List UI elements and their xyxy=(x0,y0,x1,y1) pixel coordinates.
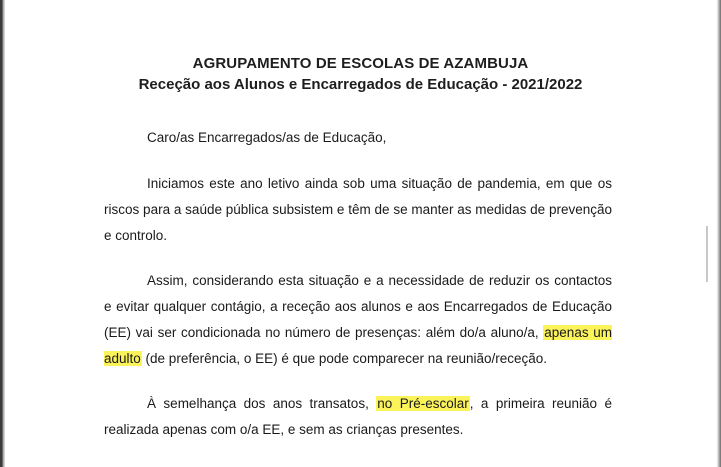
paragraph-attendance-text-after: (de preferência, o EE) é que pode comparecer na reunião/receção. xyxy=(141,351,548,366)
paragraph-attendance xyxy=(104,268,612,372)
school-name-heading: AGRUPAMENTO DE ESCOLAS DE AZAMBUJA xyxy=(192,55,529,72)
document-subtitle: Receção aos Alunos e Encarregados de Educação - 2021/2022 xyxy=(138,76,583,93)
paragraph-preschool-text-before: À semelhança dos anos transatos, xyxy=(147,396,377,411)
paragraph-pandemic-text: Iniciamos este ano letivo ainda sob uma situação de pandemia, em que os riscos para a saúde pública subsistem e têm de se manter as medidas de prevenção e controlo. xyxy=(104,176,612,243)
paragraph-pandemic xyxy=(104,171,612,249)
paragraph-preschool xyxy=(104,391,612,443)
greeting-line: Caro/as Encarregados/as de Educação, xyxy=(147,130,387,145)
scan-artifact-mark xyxy=(706,226,708,282)
paragraph-preschool-text-after: , a primeira reunião é realizada apenas com o/a EE, e sem as crianças presentes. xyxy=(104,396,612,437)
highlight-one-adult: apenas um adulto xyxy=(104,325,612,366)
highlight-preschool: no Pré-escolar xyxy=(377,396,469,411)
paragraph-attendance-text-before: Assim, considerando esta situação e a necessidade de reduzir os contactos e evitar qualquer contágio, a receção aos alunos e aos Encarregados de Educação (EE) vai ser condicionada no número de presenças: além do/a aluno/a, xyxy=(104,273,612,340)
